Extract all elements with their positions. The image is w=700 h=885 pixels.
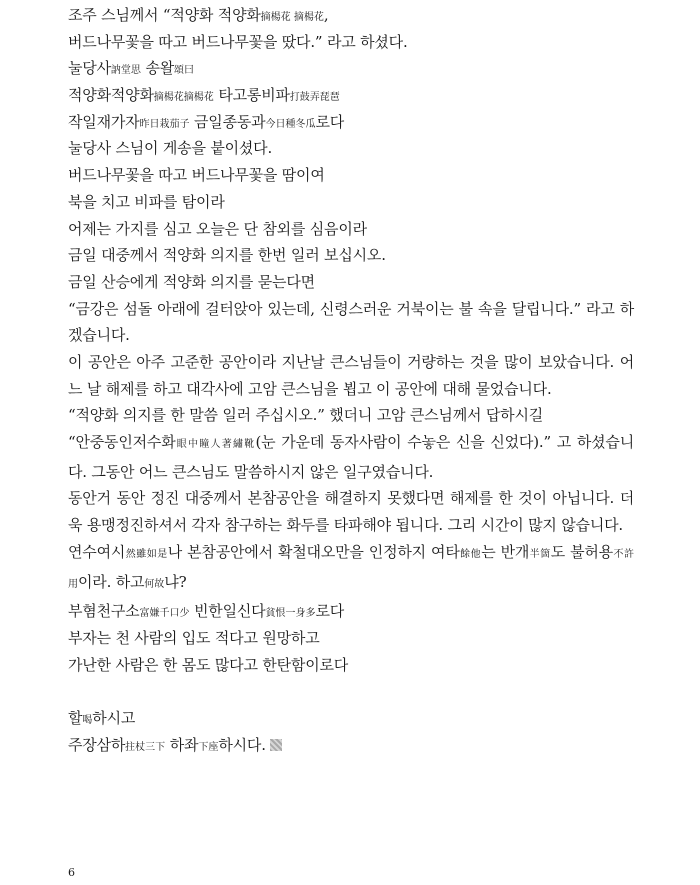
end-mark-icon [270,739,282,751]
hanja-text: 貧恨一身多 [265,608,316,620]
hangul-text: 부자는 천 사람의 입도 적다고 원망하고 [68,628,320,647]
hanja-text: 頌曰 [174,65,195,77]
page-number: 6 [68,866,75,879]
hangul-text: 부혐천구소 [68,602,140,621]
text-line [68,349,634,402]
text-line [68,29,634,56]
text-line [68,652,634,679]
text-line [68,732,634,759]
hanja-text: 眼中瞳人著繡靴 [175,439,256,451]
hangul-text: 할 [68,709,83,728]
text-line [68,598,634,625]
hanja-text: 喝 [82,715,93,727]
hanja-text: 摘楊花 摘楊花 [260,12,324,23]
text-line [68,135,634,162]
hangul-text: 눌당사 스님이 게송을 붙이셨다. [68,139,273,158]
hanja-text: 半箇 [529,548,551,560]
hanja-text: 昨日栽茄子 [139,118,190,130]
hangul-text: 버드나무꽃을 따고 버드나무꽃을 땀이여 [68,166,325,185]
text-line [68,2,634,29]
hanja-text: 何故 [144,578,165,590]
hanja-text: 然雖如是 [125,548,168,560]
hanja-text: 摘楊花摘楊花 [153,92,214,104]
hangul-text: 주장삼하 [68,735,126,754]
hangul-text: 가난한 사람은 한 몸도 많다고 한탄함이로다 [68,655,349,674]
hangul-text: 나 본참공안에서 확철대오만을 인정하지 여타 [167,542,460,561]
hanja-text: 今日種冬瓜 [265,118,316,130]
hangul-text: 로다 [315,112,345,131]
hanja-text: 打鼓弄琵琶 [289,92,340,104]
text-line [68,429,634,485]
text-line [68,625,634,652]
text-line [68,539,634,598]
hangul-text: “적양화 의지를 한 말씀 일러 주십시오.” 했더니 고암 큰스님께서 답하시길 [68,406,544,425]
text-line [68,705,634,732]
text-line [68,82,634,109]
hanja-text: 不許用 [68,548,635,590]
hangul-text: 금일종동과 [189,112,266,131]
hangul-text: 하시고 [92,709,136,728]
text-line [68,189,634,216]
hangul-text: 북을 치고 비파를 탐이라 [68,192,225,211]
hangul-text: 버드나무꽃을 따고 버드나무꽃을 땄다.” 라고 하셨다. [68,32,408,51]
hangul-text: 눌당사 [68,59,111,78]
hangul-text: 는 반개 [481,542,530,561]
hangul-text: 적양화적양화 [68,86,154,105]
text-line [68,402,634,429]
hangul-text: 이 공안은 아주 고준한 공안이라 지난날 큰스님들이 거량하는 것을 많이 보았습니다. 어느 날 해제를 하고 대각사에 고암 큰스님을 뵙고 이 공안에 대해 물었습니다. [68,352,634,398]
hangul-text: 작일재가자 [68,112,140,131]
text-line [68,216,634,243]
document-body [68,2,634,758]
hangul-text: 조주 스님께서 “적양화 적양화 [68,6,261,24]
text-line [68,296,634,349]
hangul-text: (눈 가운데 동자사람이 수놓은 신을 신었다).” 고 하셨습니다. 그동안 어느 큰스님도 말씀하시지 않은 일구였습니다. [68,433,635,481]
text-line [68,109,634,136]
hangul-text: 동안거 동안 정진 대중께서 본참공안을 해결하지 못했다면 해제를 한 것이 아닙니다. 더욱 용맹정진하셔서 각자 참구하는 화두를 타파해야 됩니다. 그리 시간이 많지 않습니다. [68,489,634,535]
hanja-text: 餘他 [459,548,482,560]
hangul-text: 도 불허용 [550,542,613,561]
hangul-text: 어제는 가지를 심고 오늘은 단 참외를 심음이라 [68,219,367,238]
hangul-text: 하좌 [165,735,199,754]
hangul-text: 냐? [164,572,187,591]
hangul-text: 금일 산승에게 적양화 의지를 묻는다면 [68,272,315,291]
hangul-text: 하시다. [218,735,266,754]
hangul-text: 금일 대중께서 적양화 의지를 한번 일러 보십시오. [68,246,386,265]
hangul-text: , [323,6,329,24]
hanja-text: 訥堂思 [110,65,141,77]
hanja-text: 富嫌千口少 [139,608,190,620]
text-line [68,242,634,269]
hangul-text: “안중동인저수화 [68,433,176,452]
text-line [68,162,634,189]
hangul-text: 이라. 하고 [78,572,145,591]
hangul-text: 타고롱비파 [213,86,290,105]
hanja-text: 下座 [198,741,219,753]
hangul-text: 로다 [315,602,345,621]
blank-line [68,678,634,705]
hangul-text: “금강은 섬돌 아래에 걸터앉아 있는데, 신령스러운 거북이는 불 속을 달립니다.” 라고 하겠습니다. [68,299,634,345]
text-line [68,269,634,296]
hangul-text: 연수여시 [68,542,126,561]
hangul-text: 송왈 [140,59,175,78]
hanja-text: 拄杖三下 [125,741,166,753]
hangul-text: 빈한일신다 [189,602,266,621]
text-line [68,55,634,82]
text-line [68,485,634,538]
